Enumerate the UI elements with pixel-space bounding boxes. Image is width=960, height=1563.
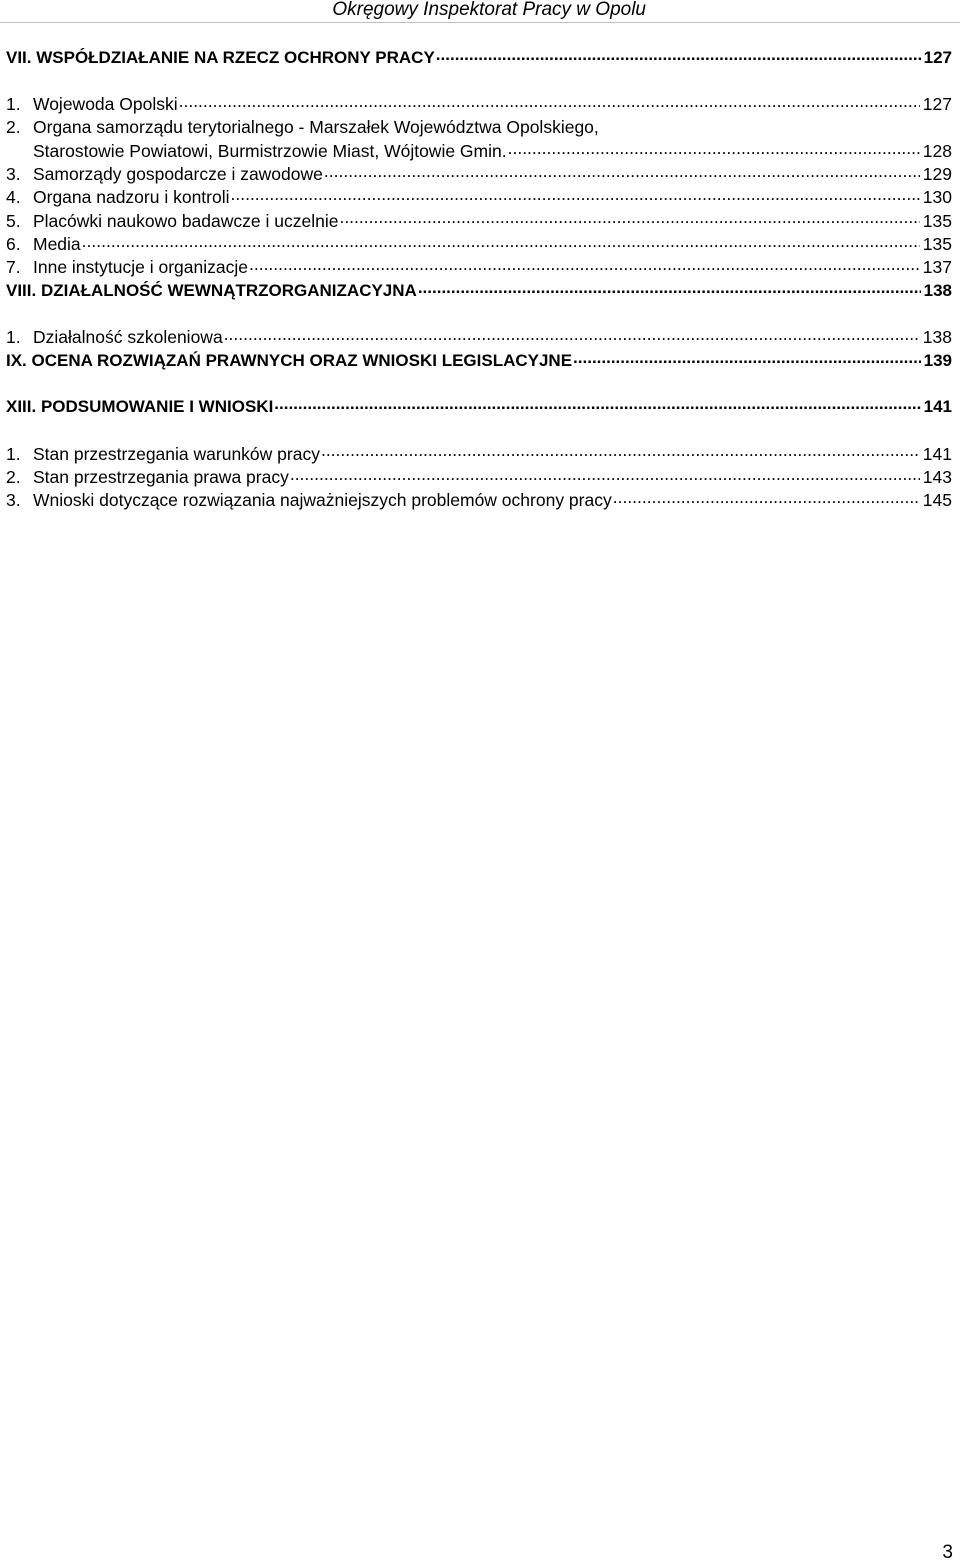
dot-leader [324, 162, 920, 180]
toc-item[interactable] [6, 256, 952, 279]
toc-section-label: VIII. DZIAŁALNOŚĆ WEWNĄTRZORGANIZACYJNA [6, 280, 417, 300]
toc-page-number: 145 [922, 490, 952, 511]
toc-page-number: 141 [923, 397, 952, 417]
toc-section-label: XIII. PODSUMOWANIE I WNIOSKI [6, 397, 274, 417]
toc-section-vii[interactable] [6, 46, 952, 93]
dot-leader [231, 186, 920, 204]
toc-item-label: Organa nadzoru i kontroli [33, 187, 230, 208]
toc-item-label: Organa samorządu terytorialnego - Marszałek Województwa Opolskiego, [33, 116, 599, 137]
toc-item-label-cont: Starostowie Powiatowi, Burmistrzowie Miast, Wójtowie Gmin. [33, 140, 507, 161]
toc-item[interactable] [6, 209, 952, 232]
toc-section-viii[interactable] [6, 279, 952, 326]
dot-leader [436, 46, 921, 63]
dot-leader [613, 489, 920, 507]
toc-item-number: 3. [6, 163, 21, 184]
toc-item-label: Media [33, 233, 81, 254]
dot-leader [418, 279, 921, 296]
toc-item-number: 6. [6, 233, 21, 254]
toc-section-label: VII. WSPÓŁDZIAŁANIE NA RZECZ OCHRONY PRACY [6, 48, 435, 67]
toc-page-number: 138 [922, 327, 952, 348]
toc-page-number: 128 [922, 140, 952, 161]
toc-item[interactable] [6, 162, 952, 185]
page-number: 3 [942, 1542, 953, 1563]
toc-item-label: Stan przestrzegania prawa pracy [33, 466, 289, 487]
toc-page-number: 138 [923, 280, 952, 300]
toc-item-number: 4. [6, 187, 21, 208]
toc-item[interactable] [6, 232, 952, 255]
toc-item-label: Działalność szkoleniowa [33, 327, 223, 348]
toc-page-number: 129 [922, 163, 952, 184]
toc-item-number: 2. [6, 466, 21, 487]
dot-leader [224, 326, 920, 344]
toc-page-number: 139 [923, 350, 952, 370]
toc-item[interactable] [6, 186, 952, 209]
header-title: Okręgowy Inspektorat Pracy w Opolu [332, 0, 646, 20]
toc-item[interactable] [6, 442, 952, 465]
toc-page-number: 130 [922, 187, 952, 208]
toc-item-number: 3. [6, 490, 21, 511]
toc-item-number: 1. [6, 327, 21, 348]
toc-page-number: 135 [922, 233, 952, 254]
dot-leader [249, 256, 920, 274]
toc-item-label: Placówki naukowo badawcze i uczelnie [33, 210, 339, 231]
toc-item-continuation[interactable] [6, 139, 952, 162]
toc-item-label: Wnioski dotyczące rozwiązania najważniejszych problemów ochrony pracy [33, 490, 612, 511]
toc-item-label: Inne instytucje i organizacje [33, 257, 248, 278]
page-header [0, 0, 960, 23]
toc-section-ix[interactable] [6, 349, 952, 396]
toc-page-number: 141 [922, 443, 952, 464]
dot-leader [179, 93, 920, 111]
toc-item-label: Wojewoda Opolski [33, 94, 178, 115]
toc-item-number: 5. [6, 210, 21, 231]
toc-item[interactable] [6, 93, 952, 116]
toc-item-number: 2. [6, 116, 21, 137]
toc-section-label: IX. OCENA ROZWIĄZAŃ PRAWNYCH ORAZ WNIOSKI LEGISLACYJNE [6, 350, 573, 370]
toc-item-label: Stan przestrzegania warunków pracy [33, 443, 320, 464]
toc-page-number: 127 [923, 48, 952, 67]
dot-leader [82, 232, 920, 250]
toc-item[interactable] [6, 116, 952, 139]
toc-item-number: 1. [6, 94, 21, 115]
dot-leader [290, 465, 920, 483]
toc-item-number: 7. [6, 257, 21, 278]
dot-leader [321, 442, 920, 460]
toc-page-number: 137 [922, 257, 952, 278]
dot-leader [508, 139, 920, 157]
toc-page-number: 135 [922, 210, 952, 231]
toc-page-number: 143 [922, 466, 952, 487]
toc-item[interactable] [6, 465, 952, 488]
toc-page-number: 127 [922, 94, 952, 115]
toc-item-number: 1. [6, 443, 21, 464]
toc-item[interactable] [6, 326, 952, 349]
toc-item[interactable] [6, 489, 952, 512]
toc-section-xiii[interactable] [6, 395, 952, 442]
table-of-contents [6, 46, 952, 512]
toc-item-label: Samorządy gospodarcze i zawodowe [33, 163, 323, 184]
dot-leader [274, 395, 920, 412]
dot-leader [339, 209, 919, 227]
dot-leader [573, 349, 921, 366]
